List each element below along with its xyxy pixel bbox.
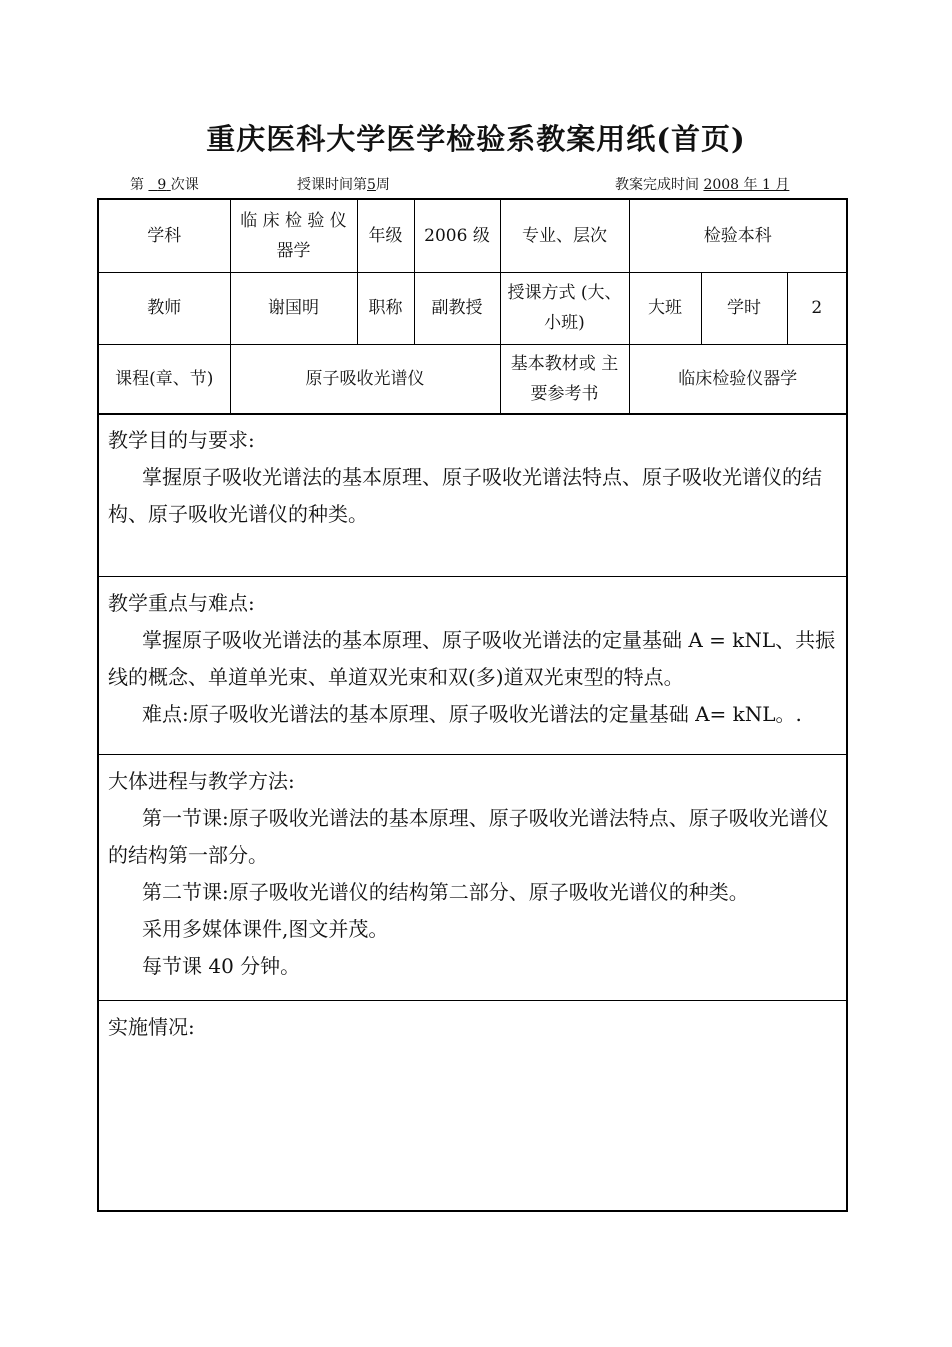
mode-value: 大班 xyxy=(629,272,701,344)
grade-value: 2006 级 xyxy=(414,200,500,272)
mode-label: 授课方式 (大、小班) xyxy=(500,272,629,344)
subject-value: 临 床 检 验 仪器学 xyxy=(230,200,357,272)
process-lesson-1: 第一节课:原子吸收光谱法的基本原理、原子吸收光谱法特点、原子吸收光谱仪的结构第一部分。 xyxy=(108,806,829,867)
subject-label: 学科 xyxy=(99,200,230,272)
hours-label: 学时 xyxy=(701,272,787,344)
teacher-label: 教师 xyxy=(99,272,230,344)
page-title: 重庆医科大学医学检验系教案用纸(首页) xyxy=(206,122,746,156)
info-row-3 xyxy=(99,344,846,414)
info-table xyxy=(99,200,846,415)
done-value: 2008 年 1 月 xyxy=(703,177,790,193)
lesson-number xyxy=(130,174,199,194)
rank-label: 职称 xyxy=(357,272,414,344)
lesson-prefix: 第 xyxy=(130,177,144,193)
completion-date xyxy=(615,174,789,194)
process-method: 采用多媒体课件,图文并茂。 xyxy=(142,917,389,941)
major-value: 检验本科 xyxy=(629,200,846,272)
week-prefix: 授课时间第 xyxy=(297,177,367,193)
goals-heading: 教学目的与要求: xyxy=(108,428,255,452)
lesson-no xyxy=(148,177,170,193)
teaching-week xyxy=(297,174,390,194)
process-section xyxy=(99,754,846,1000)
process-lesson-2: 第二节课:原子吸收光谱仪的结构第二部分、原子吸收光谱仪的种类。 xyxy=(142,880,749,904)
book-value: 临床检验仪器学 xyxy=(629,344,846,414)
rank-value: 副教授 xyxy=(414,272,500,344)
lesson-plan-form xyxy=(97,198,848,1212)
lesson-no-value: 9 xyxy=(157,177,167,193)
info-row-2 xyxy=(99,272,846,344)
process-duration: 每节课 40 分钟。 xyxy=(142,954,301,978)
goals-section xyxy=(99,413,846,576)
difficulty-text: 难点:原子吸收光谱法的基本原理、原子吸收光谱法的定量基础 A= kNL。. xyxy=(142,702,802,726)
goals-text: 掌握原子吸收光谱法的基本原理、原子吸收光谱法特点、原子吸收光谱仪的结构、原子吸收光谱仪的种类。 xyxy=(108,465,822,526)
teacher-value: 谢国明 xyxy=(230,272,357,344)
book-label: 基本教材或 主要参考书 xyxy=(500,344,629,414)
week-no: 5 xyxy=(367,177,376,193)
implementation-heading: 实施情况: xyxy=(108,1015,195,1039)
week-suffix: 周 xyxy=(375,177,390,193)
grade-label: 年级 xyxy=(357,200,414,272)
process-heading: 大体进程与教学方法: xyxy=(108,769,295,793)
lesson-suffix: 次课 xyxy=(170,177,199,193)
major-label: 专业、层次 xyxy=(500,200,629,272)
done-label: 教案完成时间 xyxy=(615,177,699,193)
course-label: 课程(章、节) xyxy=(99,344,230,414)
focus-text: 掌握原子吸收光谱法的基本原理、原子吸收光谱法的定量基础 A = kNL、共振线的概念、单道单光束、单道双光束和双(多)道双光束型的特点。 xyxy=(108,628,836,689)
focus-heading: 教学重点与难点: xyxy=(108,591,255,615)
course-value: 原子吸收光谱仪 xyxy=(230,344,500,414)
info-row-1 xyxy=(99,200,846,272)
focus-section xyxy=(99,576,846,754)
implementation-section xyxy=(99,1000,846,1210)
hours-value: 2 xyxy=(787,272,846,344)
